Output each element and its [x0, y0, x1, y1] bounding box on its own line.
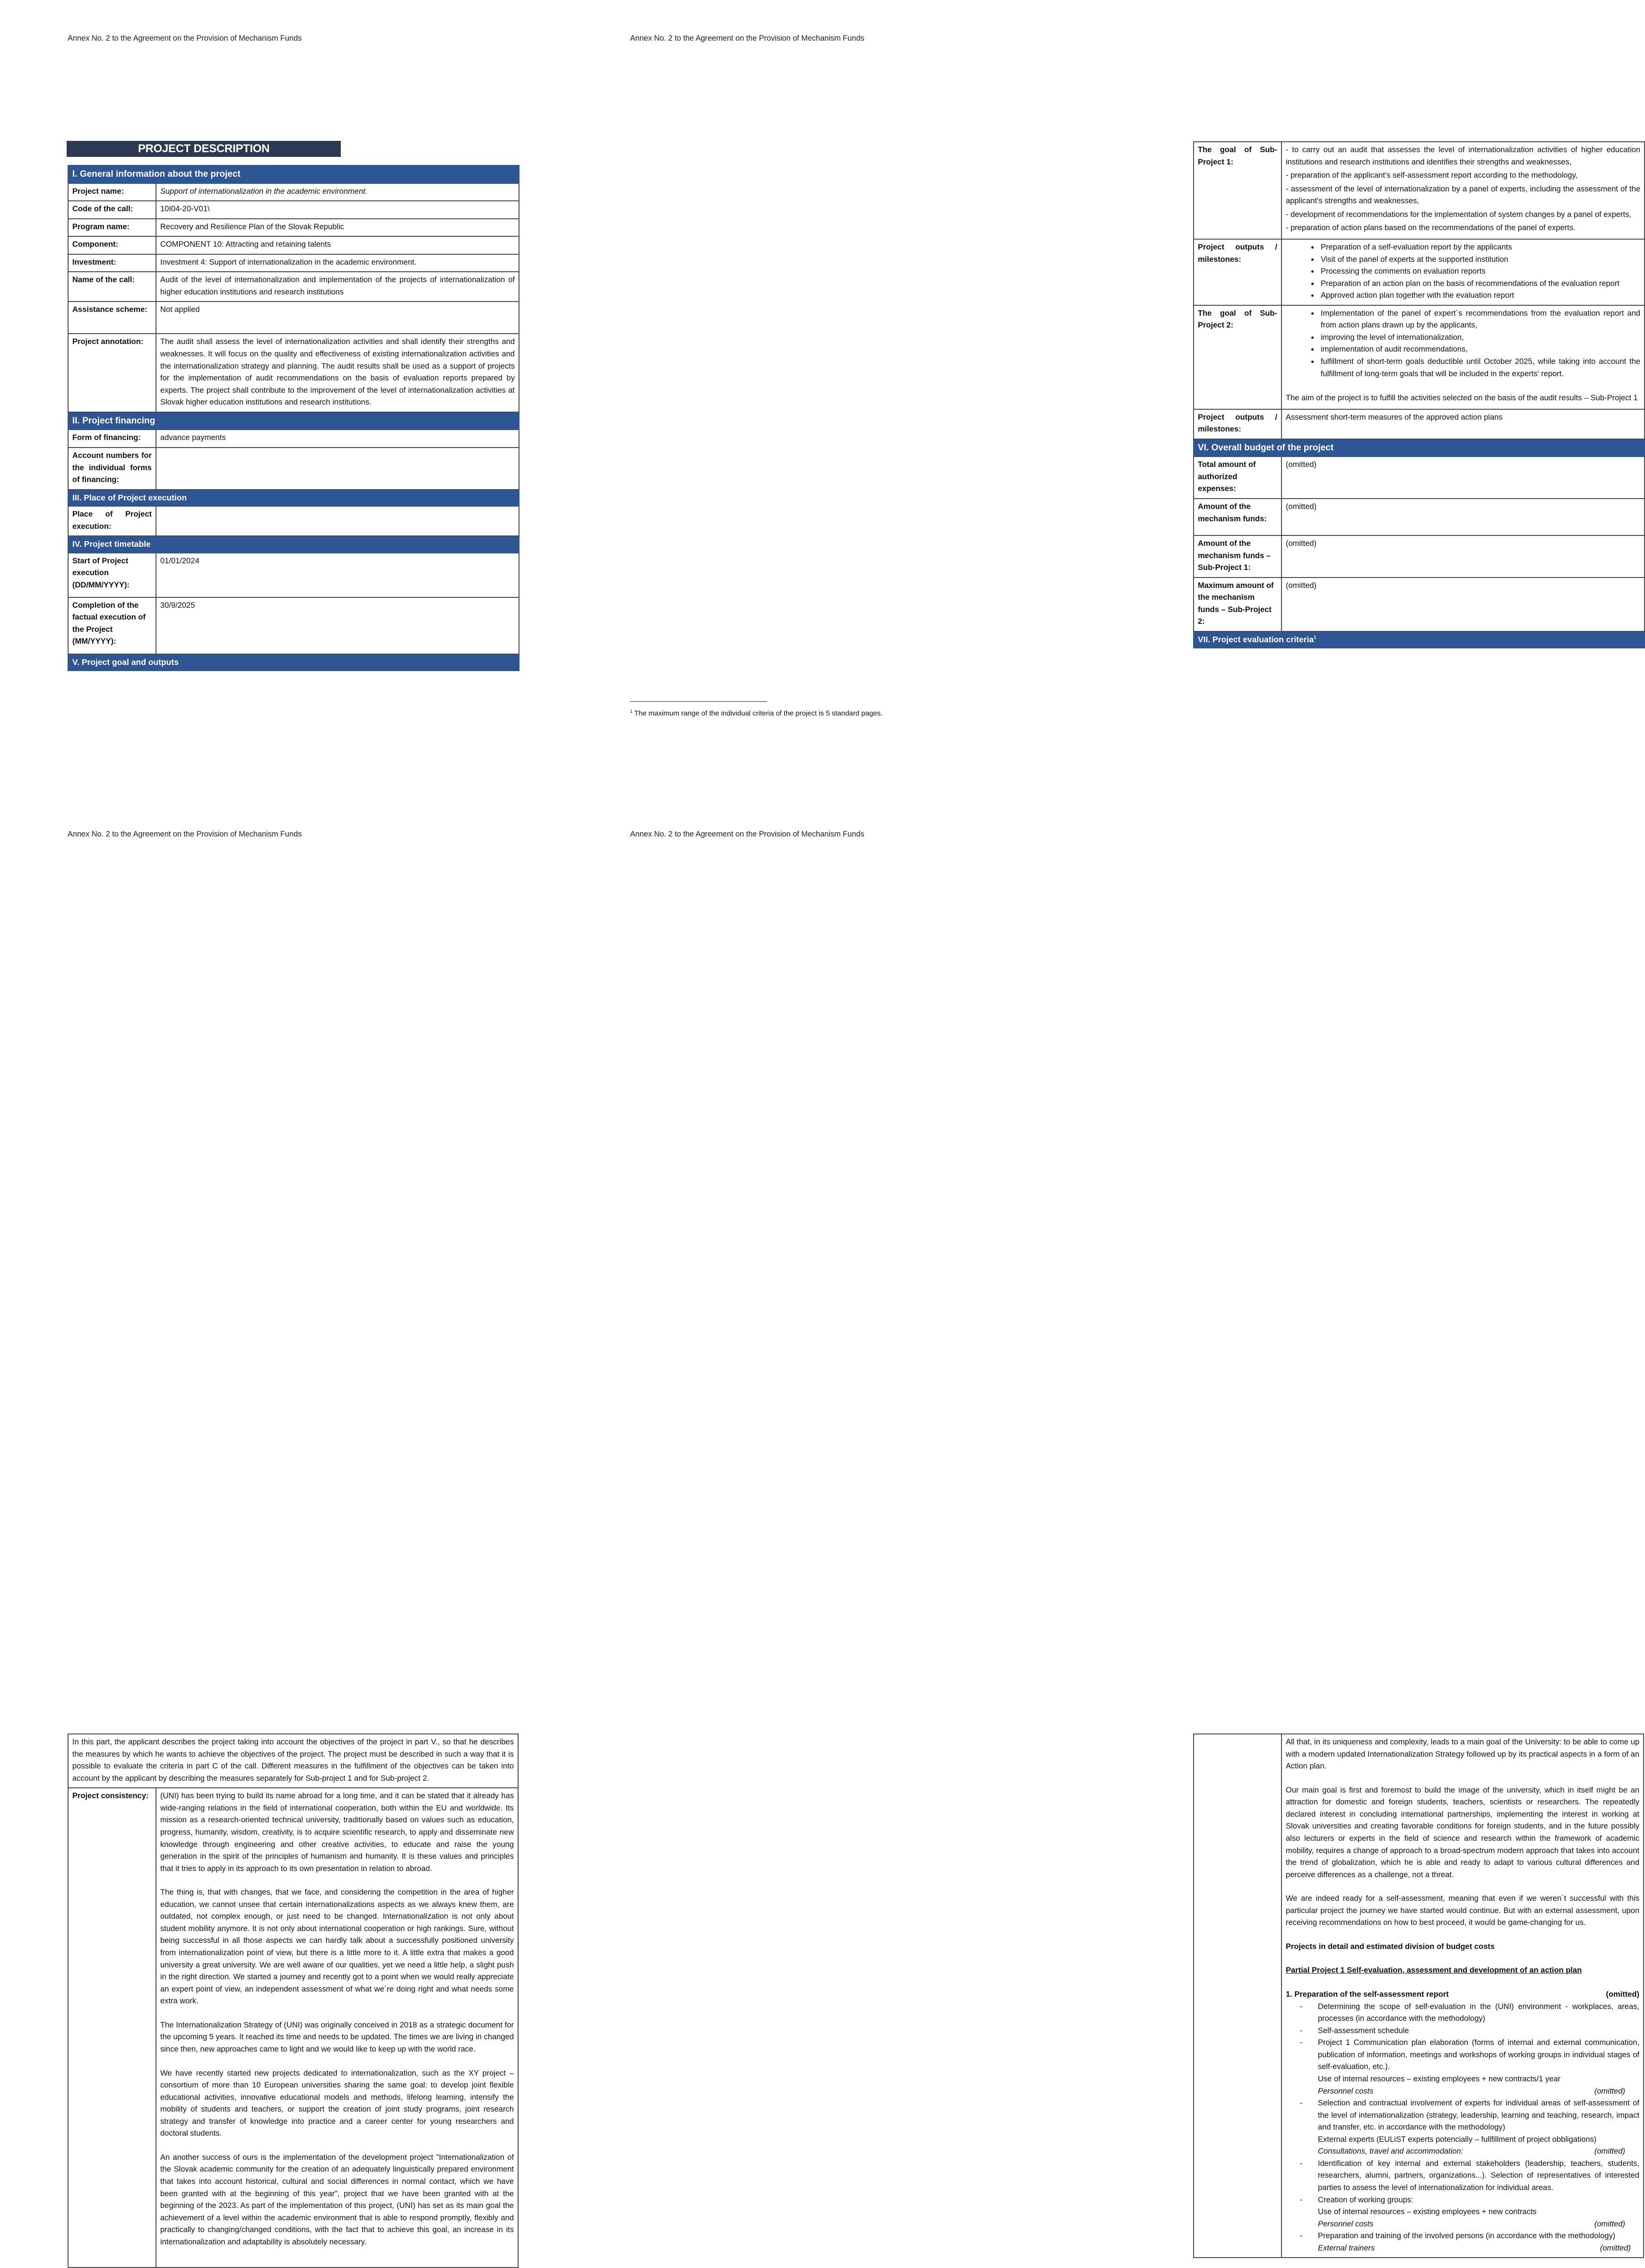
start-date-value: 01/01/2024 [156, 553, 519, 597]
page-1 [0, 0, 563, 796]
consistency-paragraph: An another success of ours is the implementation of the development project "Internationalization of the Slovak academic community for the creation of an adequately linguistically prepared environment that takes into account historical, cultural and social differences in normal contact, which we have been granted with at the beginning of this year", project that we have been granted with at the beginning of the 2023. As part of the implementation of this project, (UNI) has set as its main goal the achievement of a level within the academic environment that is able to respond promptly, flexibly and practically to changing/changed conditions, with the fact that to achieve this goal, an increase in its internationalization and adaptability is absolutely necessary. [160, 2153, 514, 2246]
field-label: Program name: [68, 219, 156, 237]
consistency-paragraph: The thing is, that with changes, that we face, and considering the competition in the area of higher education, we cannot unsee that certain internationalizations aspects as we always knew them, are outdated, not complex enough, or just need to be changed. Internationalization is not only about student mobility anymore. It is not only about international cooperation or high rankings. Sure, without being successful in all those aspects we can hardly talk about a successfully positioned university from internationalization point of view, but there is a little more to it. A little extra that makes a good university a great university. We are well aware of our qualities, yet we need a little help, a slight push in the right direction. We started a journey and recently got to a point when we would really appreciate an expert point of view, an independent assessment of what we´re doing right and what needs some extra work. [160, 1888, 514, 2006]
instructions-text: In this part, the applicant describes the project taking into account the objectives of the project in part V., so that he describes the measures by which he wants to achieve the objectives of the project. The project must be described in such a way that it is possible to evaluate the criteria in part C of the call. Different measures in the fulfillment of the objectives can be taken into account by the applicant by describing the measures separately for Sub-project 1 and for Sub-project 2. [68, 1734, 518, 1788]
goal-item: • implementation of audit recommendations, [1319, 344, 1640, 356]
row-project-consistency [68, 1788, 518, 2268]
activity-text: Self-assessment schedule [1318, 2026, 1409, 2035]
goal-list [1286, 308, 1640, 380]
activity-text: Identification of key internal and external stakeholders (leadership, teachers, students, researchers, alumni, partners, organizations...). Selection of representatives of interested parties to assess the level of internationalization for individual areas. [1318, 2159, 1639, 2192]
row-total-amount [1194, 457, 1645, 499]
section-header-budget: VI. Overall budget of the project [1194, 439, 1645, 457]
goal-sub-project-1-value [1281, 142, 1645, 239]
page-3 [0, 796, 563, 2246]
milestones-list [1286, 241, 1640, 302]
form-of-financing-value: advance payments [156, 430, 519, 448]
field-label: Amount of the mechanism funds – Sub-Project 1: [1194, 535, 1281, 578]
consistency-continued-value [1281, 1734, 1644, 2258]
row-outputs-sub-project-1 [1194, 239, 1645, 305]
activity-text: - Project 1 Communication plan elaboration (forms of internal and external communication, publication of information, meetings and workshops of working groups in individual stages of self-evaluation, etc.). [1318, 2038, 1639, 2071]
activity-resources: External experts (EULiST experts potencially – fullfillment of project obbligations) [1318, 2135, 1597, 2144]
page-4 [563, 796, 1639, 2252]
field-label: Code of the call: [68, 201, 156, 219]
partial-project-heading: Partial Project 1 Self-evaluation, assessment and development of an action plan [1286, 1966, 1582, 1975]
completion-date-value: 30/9/2025 [156, 597, 519, 654]
cost-line [1318, 2146, 1639, 2158]
total-amount-value: (omitted) [1281, 457, 1645, 499]
goal-item: - development of recommendations for the implementation of system changes by a panel of experts, [1286, 210, 1631, 219]
consistency-paragraph: All that, in its uniqueness and complexity, leads to a main goal of the University: to be able to come up with a modern updated Internationalization Strategy followed up by its practical aspects in a form of an Action plan. [1286, 1738, 1639, 1771]
cost-value: (omitted) [1594, 2219, 1625, 2228]
row-assistance-scheme [68, 302, 519, 334]
activity-text: - Preparation and training of the involved persons (in accordance with the methodology) [1318, 2232, 1616, 2241]
row-instructions [68, 1734, 518, 1788]
activity-item [1318, 2001, 1639, 2025]
row-goal-sub-project-1 [1194, 142, 1645, 239]
field-label: Name of the call: [68, 272, 156, 302]
project-description-table [68, 1733, 519, 2268]
mechanism-funds-sub1-value: (omitted) [1281, 535, 1645, 578]
row-project-name [68, 183, 519, 201]
investment-value: Investment 4: Support of internationalization in the academic environment. [156, 254, 519, 272]
row-mechanism-funds-sub1 [1194, 535, 1645, 578]
item-1-activities [1286, 2001, 1639, 2255]
cost-label: Personnel costs [1318, 2087, 1374, 2096]
row-form-of-financing [68, 430, 519, 448]
project-description-table-continued [1193, 1733, 1644, 2258]
program-name-value: Recovery and Resilience Plan of the Slovak Republic [156, 219, 519, 237]
field-label: Start of Project execution (DD/MM/YYYY): [68, 553, 156, 597]
footnote-text: The maximum range of the individual criteria of the project is 5 standard pages. [634, 709, 883, 717]
goal-sub-project-2-value [1281, 305, 1645, 409]
activity-item [1318, 2025, 1639, 2037]
goal-item: • improving the level of internationalization, [1319, 332, 1640, 344]
field-label: Form of financing: [68, 430, 156, 448]
row-goal-sub-project-2 [1194, 305, 1645, 409]
field-label: Completion of the factual execution of the Project (MM/YYYY): [68, 597, 156, 654]
footnote [630, 708, 895, 719]
running-header: Annex No. 2 to the Agreement on the Provision of Mechanism Funds [630, 830, 865, 838]
field-label: Account numbers for the individual forms of financing: [68, 448, 156, 490]
field-label: Project annotation: [68, 334, 156, 412]
activity-item [1318, 2158, 1639, 2194]
goal-item: - to carry out an audit that assesses the level of internationalization activities of higher education institutions and research institutions and identifies their strengths and weaknesses, [1286, 146, 1640, 166]
row-project-annotation [68, 334, 519, 412]
field-label: Amount of the mechanism funds: [1194, 499, 1281, 535]
cost-label: Consultations, travel and accommodation: [1318, 2147, 1463, 2156]
place-of-execution-value [156, 506, 519, 536]
milestone-item: • Preparation of a self-evaluation report by the applicants [1319, 241, 1640, 254]
item-1-amount: (omitted) [1606, 1990, 1639, 1999]
cost-line [1318, 2086, 1639, 2098]
empty-label-cell [1194, 1734, 1281, 2258]
assistance-scheme-value: Not applied [156, 302, 519, 334]
max-mechanism-funds-sub2-value: (omitted) [1281, 578, 1645, 631]
row-place-of-execution [68, 506, 519, 536]
project-form-table-part1 [68, 165, 519, 671]
row-code-of-call [68, 201, 519, 219]
row-investment [68, 254, 519, 272]
cost-line [1318, 2242, 1639, 2255]
cost-value: (omitted) [1594, 2087, 1625, 2096]
cost-label: External trainers [1318, 2243, 1375, 2252]
budget-heading: Projects in detail and estimated division of budget costs [1286, 1942, 1495, 1951]
section-header-financing: II. Project financing [68, 412, 519, 430]
item-1-title: 1. Preparation of the self-assessment report [1286, 1990, 1449, 1999]
section-header-goal-outputs: V. Project goal and outputs [68, 654, 519, 671]
section-header-general-info: I. General information about the project [68, 165, 519, 183]
milestone-item: • Visit of the panel of experts at the supported institution [1319, 254, 1640, 266]
section-header-evaluation-criteria [1194, 631, 1645, 648]
project-name-value: Support of internationalization in the academic environment. [156, 183, 519, 201]
field-label: The goal of Sub-Project 2: [1194, 305, 1281, 409]
activity-text: - Selection and contractual involvement of experts for individual areas of self-assessment of the level of internationalization (strategy, leadership, learning and teaching, research, impact and transfer, etc. in accordance with the methodology) [1318, 2099, 1639, 2132]
item-1 [1286, 1989, 1639, 2254]
row-completion-date [68, 597, 519, 654]
running-header: Annex No. 2 to the Agreement on the Provision of Mechanism Funds [68, 34, 302, 43]
running-header: Annex No. 2 to the Agreement on the Provision of Mechanism Funds [630, 34, 865, 43]
milestone-item: • Processing the comments on evaluation reports [1319, 266, 1640, 278]
field-label: Total amount of authorized expenses: [1194, 457, 1281, 499]
goal-item: - preparation of the applicant's self-assessment report according to the methodology, [1286, 171, 1578, 180]
row-account-numbers [68, 448, 519, 490]
milestone-item: • Approved action plan together with the evaluation report [1319, 290, 1640, 302]
goal-item: - assessment of the level of internationalization by a panel of experts, including the assessment of the applicant's strengths and weaknesses, [1286, 184, 1640, 206]
field-label: Project outputs / milestones: [1194, 239, 1281, 305]
activity-item [1318, 2037, 1639, 2097]
field-label: Assistance scheme: [68, 302, 156, 334]
field-label: Component: [68, 236, 156, 254]
row-outputs-sub-project-2 [1194, 409, 1645, 439]
field-label: Project name: [68, 183, 156, 201]
activity-resources: Use of internal resources – existing employees + new contracts [1318, 2208, 1537, 2216]
consistency-paragraph: We are indeed ready for a self-assessment, meaning that even if we weren´t successful with this particular project the journey we have started would continue. But with an external assessment, upon receiving recommendations on how to best proceed, it would be game-changing for us. [1286, 1894, 1639, 1927]
account-numbers-value [156, 448, 519, 490]
consistency-paragraph: The Internationalization Strategy of (UNI) was originally conceived in 2018 as a strategic document for the upcoming 5 years. It reached its time and needs to be updated. The times we are living in changed since then, new approaches came to light and we would like to keep up with the world race. [160, 2020, 514, 2053]
field-label: Project outputs / milestones: [1194, 409, 1281, 439]
project-consistency-value [156, 1788, 518, 2268]
consistency-paragraph: Our main goal is first and foremost to build the image of the university, which in itself might be an attraction for domestic and foreign students, teachers, scientists or researchers. The repeatedly declared interest in concluding international partnerships, implementing the interest in working at Slovak universities and creating favorable conditions for foreign students, and in the future possibly also lecturers or experts in the field of science and research within the framework of academic mobility, requires a change of approach to a broad-spectrum modern approach that takes into account the trend of globalization, which he is able and ready to adapt to various cultural differences and perceive differences as a challenge, not a threat. [1286, 1785, 1639, 1879]
row-component [68, 236, 519, 254]
field-label: Place of Project execution: [68, 506, 156, 536]
activity-text: Determining the scope of self-evaluation in the (UNI) environment - workplaces, areas, processes (in accordance with the methodology) [1318, 2002, 1639, 2023]
goal-item: - preparation of action plans based on the recommendations of the panel of experts. [1286, 224, 1576, 233]
cost-label: Personnel costs [1318, 2219, 1374, 2228]
activity-text: - Creation of working groups: [1318, 2195, 1413, 2204]
footnote-mark: 1 [630, 709, 633, 714]
activity-item [1318, 2097, 1639, 2158]
milestone-item: • Preparation of an action plan on the basis of recommendations of the evaluation report [1319, 278, 1640, 290]
field-label: The goal of Sub-Project 1: [1194, 142, 1281, 239]
document-title: PROJECT DESCRIPTION [67, 141, 341, 157]
footnote-reference[interactable]: 1 [1314, 635, 1316, 641]
running-header: Annex No. 2 to the Agreement on the Provision of Mechanism Funds [68, 830, 302, 838]
row-start-date [68, 553, 519, 597]
mechanism-funds-value: (omitted) [1281, 499, 1645, 535]
row-name-of-call [68, 272, 519, 302]
consistency-paragraph: (UNI) has been trying to build its name abroad for a long time, and it can be stated that it already has wide-ranging relations in the field of international cooperation, both within the EU and worldwide. Its mission as a research-oriented technical university, traditionally based on values such as education, progress, humanity, wisdom, creativity, is to acquire scientific research, to apply and disseminate new knowledge through engineering and other creative activities, to educate and raise the young generation in the spirit of the principles of humanism and humanity. It is these values and principles that it tries to apply in its approach to its own presentation in relation to abroad. [160, 1792, 514, 1873]
field-label: Project consistency: [68, 1788, 156, 2268]
field-label: Maximum amount of the mechanism funds – Sub-Project 2: [1194, 578, 1281, 631]
cost-line [1318, 2218, 1639, 2231]
cost-value: (omitted) [1594, 2147, 1625, 2156]
goal-item: • fulfillment of short-term goals deductible until October 2025, while taking into account the fulfillment of long-term goals that will be included in the experts' report. [1319, 356, 1640, 380]
section-header-place: III. Place of Project execution [68, 490, 519, 506]
activity-item [1318, 2230, 1639, 2254]
footnote-separator [630, 701, 767, 702]
outputs-sub-project-1-value [1281, 239, 1645, 305]
row-mechanism-funds [1194, 499, 1645, 535]
row-program-name [68, 219, 519, 237]
code-of-call-value: 10I04-20-V01\ [156, 201, 519, 219]
activity-item [1318, 2194, 1639, 2231]
row-max-mechanism-funds-sub2 [1194, 578, 1645, 631]
goal-item: • Implementation of the panel of expert´s recommendations from the evaluation report and from action plans drawn up by the applicants, [1319, 308, 1640, 332]
evaluation-criteria-title: VII. Project evaluation criteria [1198, 634, 1314, 644]
cost-value: (omitted) [1600, 2243, 1631, 2252]
project-annotation-value: The audit shall assess the level of internationalization activities and shall identify their strengths and weaknesses. It will focus on the quality and effectiveness of existing internationalization activities and the internationalization strategy and planning. The audit results shall be used as a support of projects for the implementation of audit recommendations on the basis of evaluation reports prepared by experts. The project shall contribute to the improvement of the level of internationalization activities at Slovak higher education institutions and research institutions. [156, 334, 519, 412]
outputs-sub-project-2-value: Assessment short-term measures of the approved action plans [1281, 409, 1645, 439]
page-2 [563, 0, 1640, 796]
name-of-call-value: Audit of the level of internationalization and implementation of the projects of internationalization of higher education institutions and research institutions [156, 272, 519, 302]
section-header-timetable: IV. Project timetable [68, 536, 519, 552]
goal-note: The aim of the project is to fulfill the activities selected on the basis of the audit results – Sub-Project 1 [1286, 394, 1638, 403]
field-label: Investment: [68, 254, 156, 272]
row-consistency-continued [1194, 1734, 1644, 2258]
item-1-heading [1286, 1989, 1639, 2001]
activity-resources: Use of internal resources – existing employees + new contracts/1 year [1318, 2074, 1561, 2083]
component-value: COMPONENT 10: Attracting and retaining talents [156, 236, 519, 254]
consistency-paragraph: We have recently started new projects dedicated to internationalization, such as the XY project – consortium of more than 10 European universities sharing the same goal: to develop joint flexible educational activities, innovative educational models and methods, lifelong learning, intensify the mobility of students and teachers, or support the creation of joint study programs, joint research strategy and transfer of knowledge into practice and a career center for young researchers and doctoral students. [160, 2069, 514, 2138]
project-form-table-part2 [1193, 141, 1645, 648]
